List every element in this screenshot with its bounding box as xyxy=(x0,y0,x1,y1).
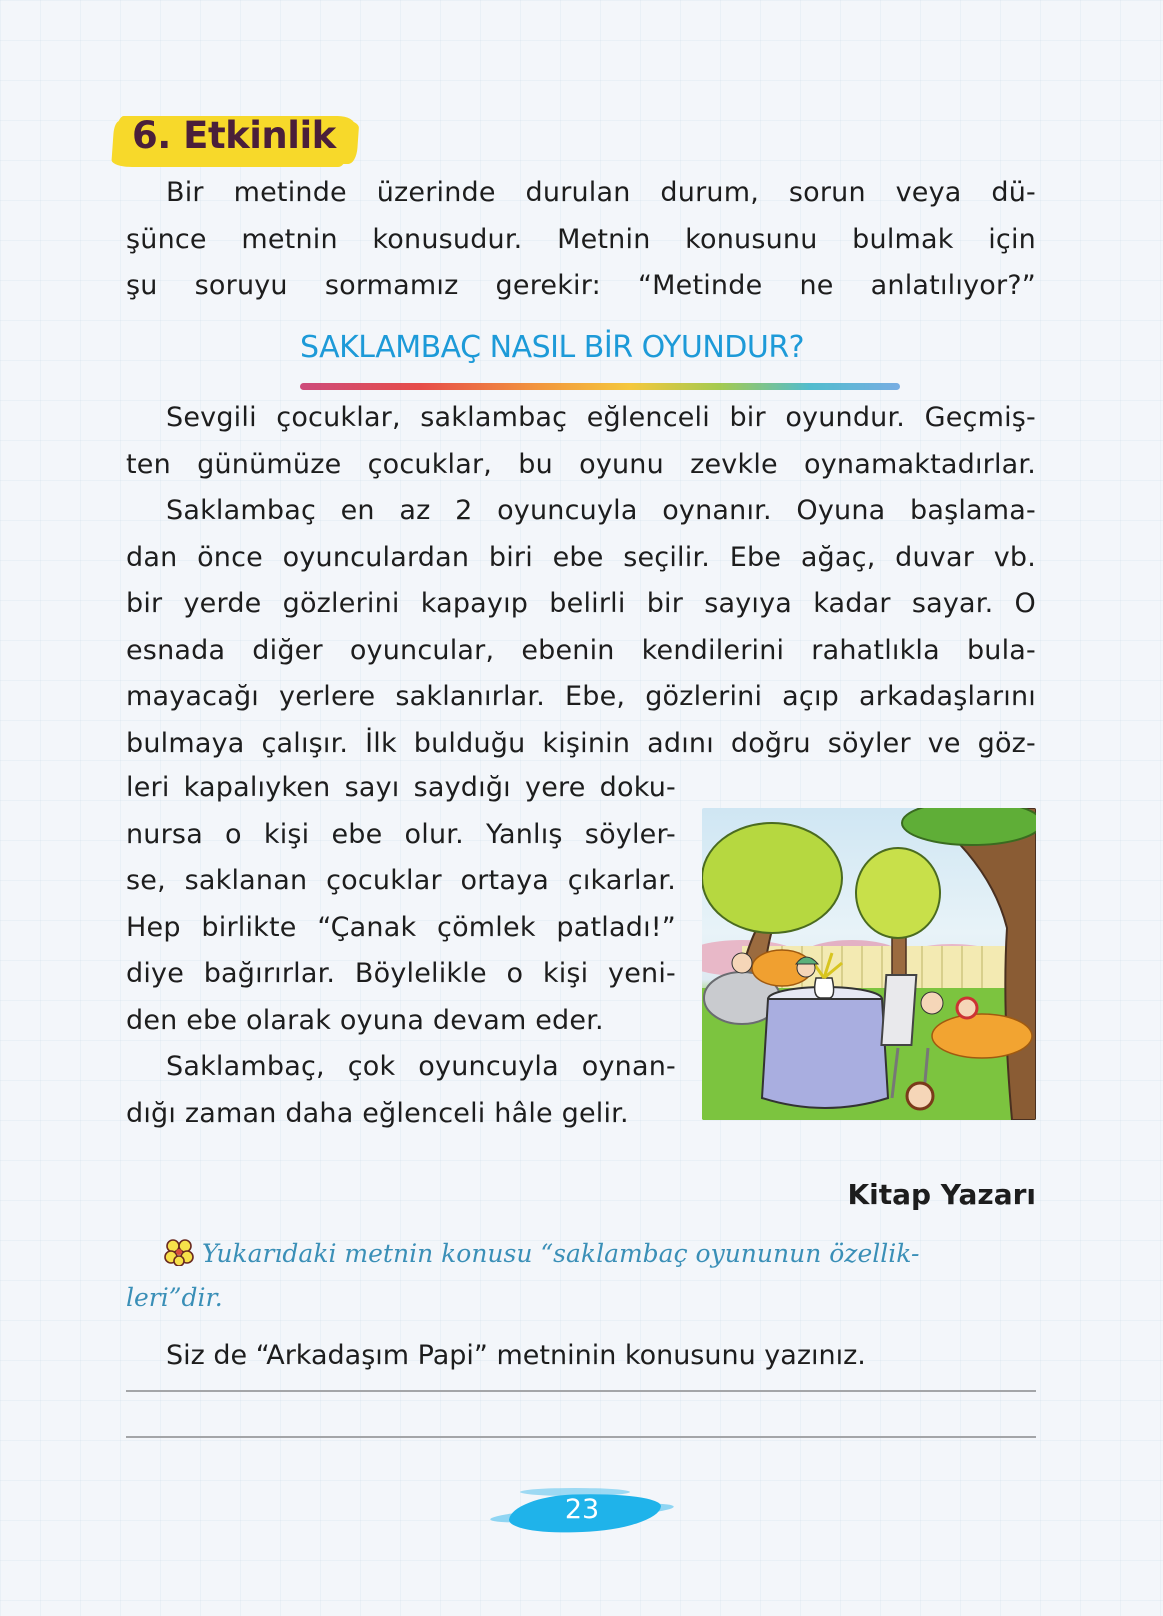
intro-line: şu soruyu sormamız gerekir: “Metinde ne anlatılıyor?” xyxy=(126,270,1036,301)
story-line: bir yerde gözlerini kapayıp belirli bir sayıya kadar sayar. O xyxy=(126,588,1036,619)
rainbow-underline xyxy=(300,383,900,390)
story-line: Saklambaç en az 2 oyuncuyla oynanır. Oyuna başlama- xyxy=(166,495,1036,526)
story-line: ten günümüze çocuklar, bu oyunu zevkle oynamaktadırlar. xyxy=(126,448,1036,480)
hide-and-seek-illustration xyxy=(702,808,1036,1120)
story-line: diye bağırırlar. Böylelikle o kişi yeni- xyxy=(126,958,676,989)
activity-heading xyxy=(116,108,354,170)
garden-scene-icon xyxy=(702,808,1036,1120)
story-line: Saklambaç, çok oyuncuyla oynan- xyxy=(166,1051,676,1082)
story-line: den ebe olarak oyuna devam eder. xyxy=(126,1004,604,1036)
intro-paragraph xyxy=(126,170,1036,310)
example-note xyxy=(126,1232,1036,1320)
story-line: dan önce oyunculardan biri ebe seçilir. Ebe ağaç, duvar vb. xyxy=(126,541,1036,573)
story-line: se, saklanan çocuklar ortaya çıkarlar. xyxy=(126,865,676,896)
intro-line: Bir metinde üzerinde durulan durum, sorun veya dü- xyxy=(166,177,1036,208)
story-paragraph-narrow xyxy=(126,765,676,1137)
intro-line: şünce metnin konusudur. Metnin konusunu bulmak için xyxy=(126,223,1036,255)
note-line: leri”dir. xyxy=(126,1283,223,1312)
answer-line-2[interactable] xyxy=(126,1436,1036,1438)
story-line: dığı zaman daha eğlenceli hâle gelir. xyxy=(126,1097,629,1129)
story-line: nursa o kişi ebe olur. Yanlış söyler- xyxy=(126,818,676,850)
activity-label: 6. Etkinlik xyxy=(132,114,336,157)
page-number: 23 xyxy=(564,1494,600,1525)
story-line: Hep birlikte “Çanak çömlek patladı!” xyxy=(126,911,676,943)
page-number-badge xyxy=(490,1484,674,1540)
flower-icon xyxy=(164,1238,194,1266)
story-line: mayacağı yerlere saklanırlar. Ebe, gözlerini açıp arkadaşlarını xyxy=(126,681,1036,712)
story-line: bulmaya çalışır. İlk bulduğu kişinin adını doğru söyler ve göz- xyxy=(126,727,1036,759)
story-line: leri kapalıyken sayı saydığı yere doku- xyxy=(126,772,676,803)
answer-line-1[interactable] xyxy=(126,1390,1036,1392)
story-title: SAKLAMBAÇ NASIL BİR OYUNDUR? xyxy=(300,330,805,365)
task-prompt: Siz de “Arkadaşım Papi” metninin konusunu yazınız. xyxy=(166,1340,866,1371)
author-credit: Kitap Yazarı xyxy=(847,1178,1036,1211)
story-line: esnada diğer oyuncular, ebenin kendilerini rahatlıkla bula- xyxy=(126,634,1036,666)
story-line: Sevgili çocuklar, saklambaç eğlenceli bir oyundur. Geçmiş- xyxy=(166,402,1036,433)
note-line: Yukarıdaki metnin konusu “saklambaç oyununun özellik- xyxy=(202,1239,920,1268)
story-paragraph xyxy=(126,395,1036,767)
